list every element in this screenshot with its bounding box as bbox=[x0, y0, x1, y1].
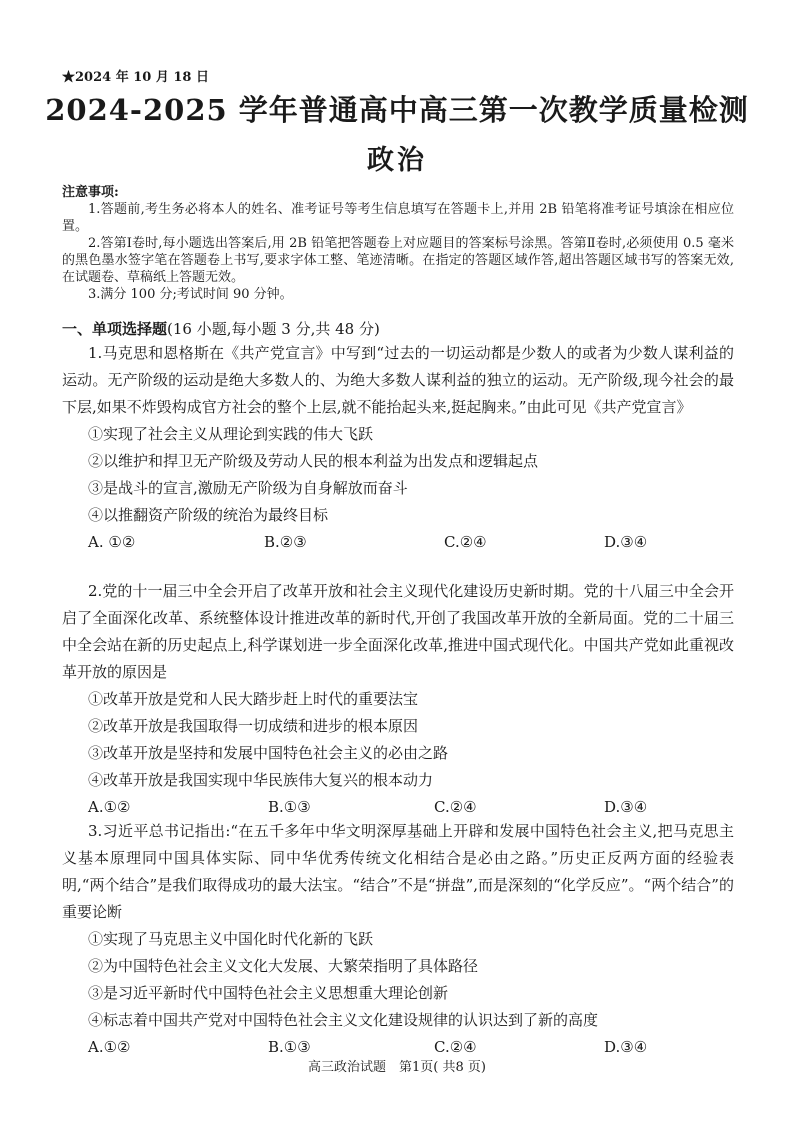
question-option: ④以推翻资产阶级的统治为最终目标 bbox=[88, 506, 329, 524]
notes-block bbox=[62, 184, 734, 303]
answer-choice-b: B.①③ bbox=[268, 1038, 311, 1056]
question-option: ①实现了社会主义从理论到实践的伟大飞跃 bbox=[88, 425, 374, 443]
answer-row bbox=[88, 529, 734, 556]
answer-choice-c: C.②④ bbox=[434, 798, 477, 816]
question-option: ④改革开放是我国实现中华民族伟大复兴的根本动力 bbox=[88, 771, 434, 789]
note-item: 3.满分 100 分;考试时间 90 分钟。 bbox=[88, 287, 293, 302]
answer-choice-c: C.②④ bbox=[434, 1038, 477, 1056]
question-option: ③是战斗的宣言,激励无产阶级为自身解放而奋斗 bbox=[88, 479, 408, 497]
answer-choice-b: B.①③ bbox=[268, 798, 311, 816]
exam-date: ★2024 年 10 月 18 日 bbox=[62, 70, 209, 85]
answer-choice-a: A. ①② bbox=[88, 533, 136, 551]
question-stem: 2.党的十一届三中全会开启了改革开放和社会主义现代化建设历史新时期。党的十八届三中全会开启了全面深化改革、系统整体设计推进改革的新时代,开创了我国改革开放的全新局面。党的二十届三中全会站在新的历史起点上,科学谋划进一步全面深化改革,推进中国式现代化。中国共产党如此重视改革开放的原因是 bbox=[62, 582, 734, 681]
question-option: ②为中国特色社会主义文化大发展、大繁荣指明了具体路径 bbox=[88, 957, 479, 975]
question-stem: 1.马克思和恩格斯在《共产党宣言》中写到“过去的一切运动都是少数人的或者为少数人谋利益的运动。无产阶级的运动是绝大多数人的、为绝大多数人谋利益的独立的运动。无产阶级,现今社会的最下层,如果不炸毁构成官方社会的整个上层,就不能抬起头来,挺起胸来。”由此可见《共产党宣言》 bbox=[62, 344, 734, 416]
notes-heading: 注意事项: bbox=[62, 185, 119, 200]
answer-choice-a: A.①② bbox=[88, 1038, 131, 1056]
note-item: 1.答题前,考生务必将本人的姓名、准考证号等考生信息填写在答题卡上,并用 2B 铅笔将准考证号填涂在相应位置。 bbox=[62, 202, 734, 234]
answer-row bbox=[88, 794, 734, 821]
exam-title: 2024-2025 学年普通高中高三第一次教学质量检测 bbox=[45, 93, 749, 127]
note-item: 2.答第Ⅰ卷时,每小题选出答案后,用 2B 铅笔把答题卷上对应题目的答案标号涂黑。答第Ⅱ卷时,必须使用 0.5 毫米的黑色墨水签字笔在答题卷上书写,要求字体工整、笔迹清晰。在指定的答题区域作答,超出答题区域书写的答案无效,在试题卷、草稿纸上答题无效。 bbox=[62, 236, 734, 285]
exam-subject: 政治 bbox=[367, 145, 427, 176]
section-note: (16 小题,每小题 3 分,共 48 分) bbox=[167, 320, 380, 338]
answer-choice-a: A.①② bbox=[88, 798, 131, 816]
question-2 bbox=[62, 578, 734, 821]
answer-choice-d: D.③④ bbox=[604, 1038, 648, 1056]
question-option: ④标志着中国共产党对中国特色社会主义文化建设规律的认识达到了新的高度 bbox=[88, 1011, 599, 1029]
answer-choice-c: C.②④ bbox=[444, 533, 487, 551]
section-heading bbox=[62, 318, 380, 339]
answer-choice-d: D.③④ bbox=[604, 798, 648, 816]
page-footer: 高三政治试题 第1页( 共8 页) bbox=[308, 1060, 486, 1075]
question-option: ①改革开放是党和人民大踏步赶上时代的重要法宝 bbox=[88, 690, 419, 708]
question-stem: 3.习近平总书记指出:“在五千多年中华文明深厚基础上开辟和发展中国特色社会主义,把马克思主义基本原理同中国具体实际、同中华优秀传统文化相结合是必由之路。”历史正反两方面的经验表明,“两个结合”是我们取得成功的最大法宝。“结合”不是“拼盘”,而是深刻的“化学反应”。“两个结合”的重要论断 bbox=[62, 822, 734, 921]
answer-choice-d: D.③④ bbox=[604, 533, 648, 551]
question-option: ③是习近平新时代中国特色社会主义思想重大理论创新 bbox=[88, 984, 449, 1002]
section-title: 一、单项选择题 bbox=[62, 320, 168, 338]
question-3 bbox=[62, 818, 734, 1061]
answer-choice-b: B.②③ bbox=[264, 533, 307, 551]
question-1 bbox=[62, 340, 734, 556]
question-option: ②以维护和捍卫无产阶级及劳动人民的根本利益为出发点和逻辑起点 bbox=[88, 452, 539, 470]
question-option: ③改革开放是坚持和发展中国特色社会主义的必由之路 bbox=[88, 744, 449, 762]
question-option: ②改革开放是我国取得一切成绩和进步的根本原因 bbox=[88, 717, 419, 735]
question-option: ①实现了马克思主义中国化时代化新的飞跃 bbox=[88, 930, 374, 948]
